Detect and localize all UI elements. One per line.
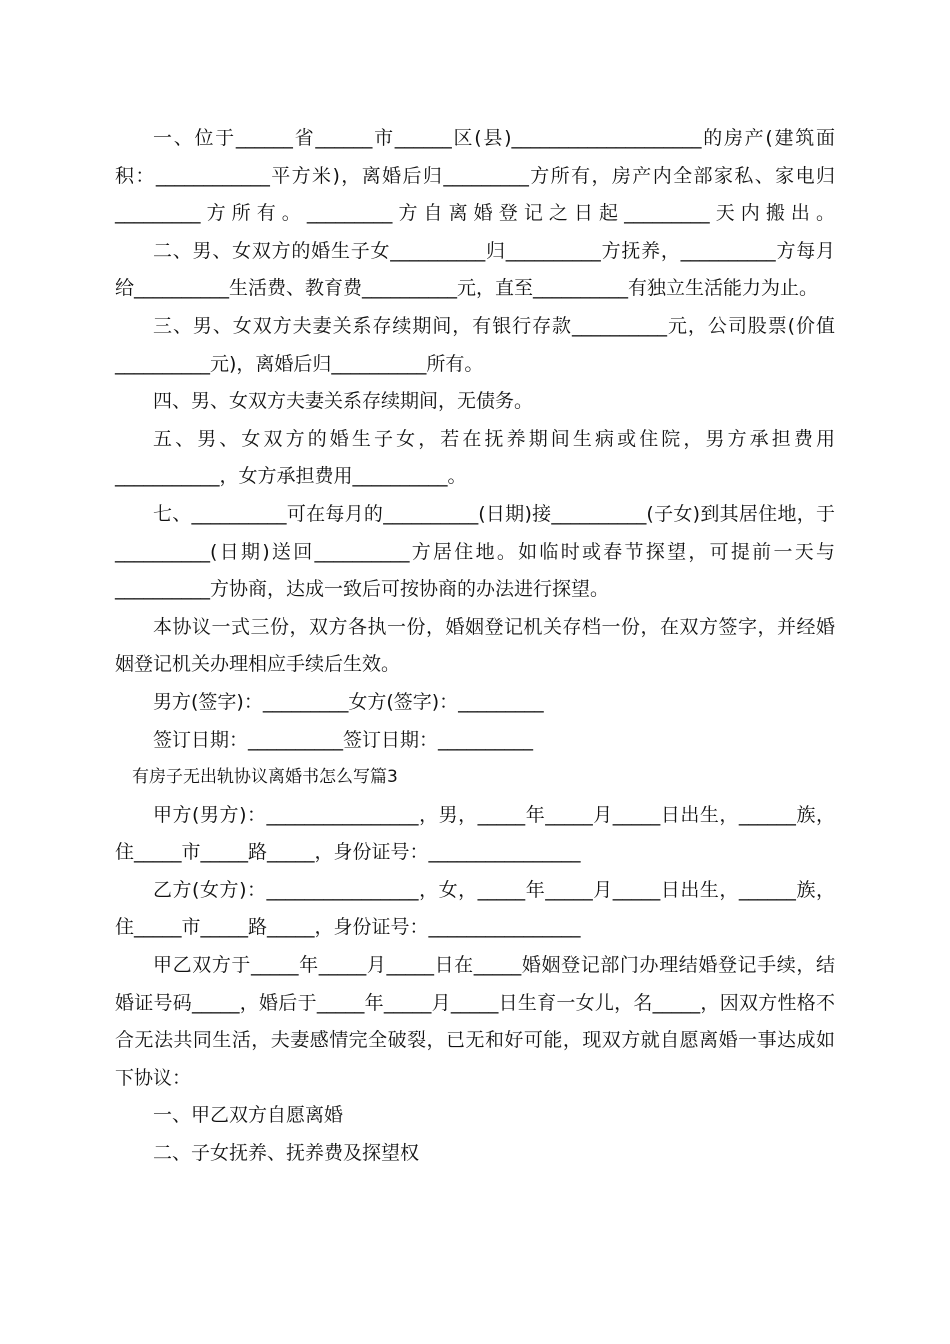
clause-debt: 四、男、女双方夫妻关系存续期间，无债务。: [153, 390, 534, 413]
clause-child-custody: 二、男、女双方的婚生子女__________归__________方抚养，__________方每月给__________生活费、教育费__________元，直至__________有独立生活能力为止。: [115, 239, 835, 300]
clause-medical-costs: 五、男、女双方的婚生子女，若在抚养期间生病或住院，男方承担费用___________，女方承担费用__________。: [115, 427, 835, 488]
clause-savings: 三、男、女双方夫妻关系存续期间，有银行存款__________元，公司股票(价值__________元)，离婚后归__________所有。: [115, 314, 835, 375]
marriage-background: 甲乙双方于_____年_____月_____日在_____婚姻登记部门办理结婚登记手续，结婚证号码_____，婚后于_____年_____月_____日生育一女儿，名_____，因双方性格不合无法共同生活，夫妻感情完全破裂，已无和好可能，现双方就自愿离婚一事达成如下协议：: [115, 954, 835, 1089]
document-body: [115, 120, 835, 1173]
signature-line: 男方(签字)：_________女方(签字)：_________: [153, 690, 544, 713]
party-b-info: 乙方(女方)：________________，女，_____年_____月_____日出生，______族，住_____市_____路_____，身份证号：________________: [115, 878, 835, 939]
agreement-effect: 本协议一式三份，双方各执一份，婚姻登记机关存档一份，在双方签字，并经婚姻登记机关办理相应手续后生效。: [115, 615, 835, 676]
party-a-info: 甲方(男方)：________________，男，_____年_____月_____日出生，______族，住_____市_____路_____，身份证号：________________: [115, 803, 835, 864]
clause-property: 一、位于______省______市______区(县)____________________的房产(建筑面积：____________平方米)，离婚后归_________方所有，房产内全部家私、家电归_________方所有。_________方自离婚登记之日起_________天内搬出。: [115, 127, 835, 225]
signing-date-line: 签订日期：__________签订日期：__________: [153, 728, 534, 751]
section-title: 有房子无出轨协议离婚书怎么写篇3: [132, 767, 398, 788]
clause-visitation: 七、__________可在每月的__________(日期)接__________(子女)到其居住地，于__________(日期)送回__________方居住地。如临时或春节探望，可提前一天与__________方协商，达成一致后可按协商的办法进行探望。: [115, 502, 835, 601]
clause-child-support-heading: 二、子女抚养、抚养费及探望权: [153, 1142, 420, 1165]
clause-voluntary-divorce: 一、甲乙双方自愿离婚: [153, 1104, 344, 1127]
